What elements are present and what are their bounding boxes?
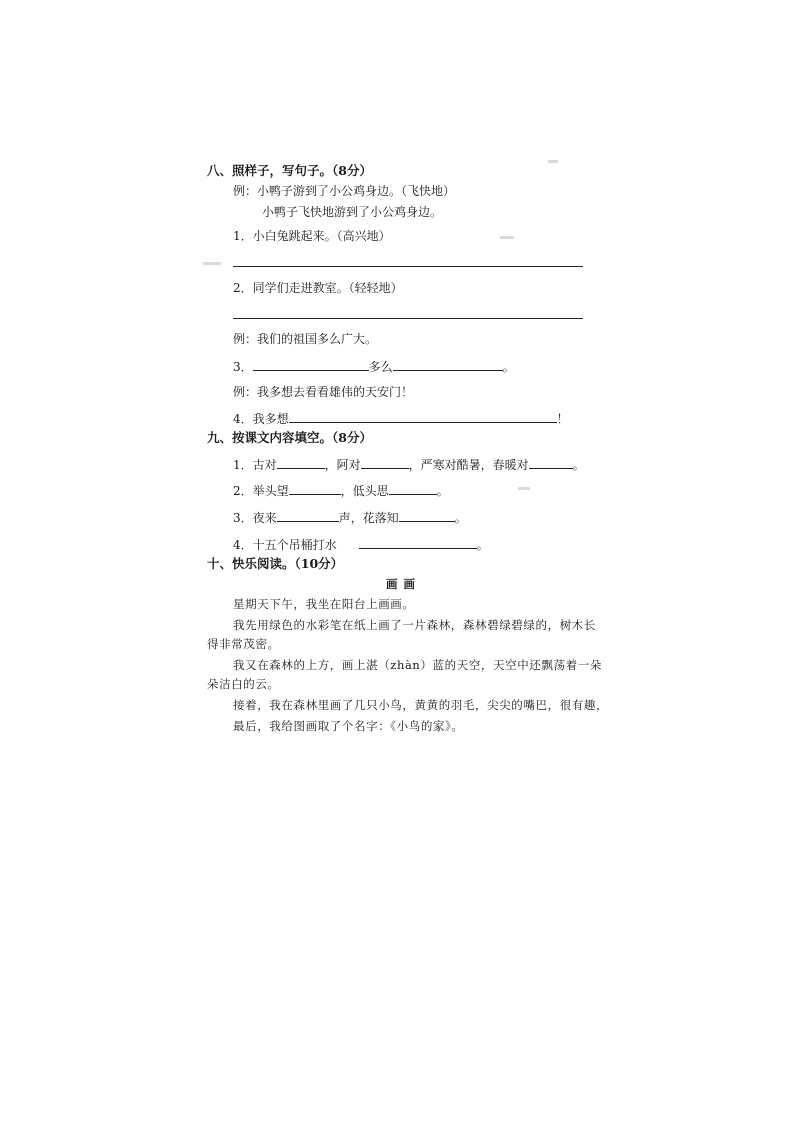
question-8-3: [233, 358, 515, 375]
answer-blank-9-2b[interactable]: [389, 482, 437, 495]
answer-blank-9-3a[interactable]: [277, 509, 339, 522]
example-3: 例：我多想去看看雄伟的天安门！: [233, 385, 414, 399]
section-8-heading: 八、照样子，写句子。（8分）: [207, 163, 372, 178]
answer-line-8-2[interactable]: [233, 318, 583, 319]
question-number: 3．: [233, 360, 253, 374]
question-text: ，阿对: [324, 458, 361, 472]
question-text: 声，花落知: [338, 511, 399, 525]
question-end: 。: [454, 511, 467, 525]
reading-title: 画画: [386, 577, 421, 591]
answer-blank-9-4[interactable]: [359, 536, 477, 549]
reading-paragraph-2-line-1: 我先用绿色的水彩笔在纸上画了一片森林，森林碧绿碧绿的，树木长: [233, 618, 596, 632]
answer-line-8-1[interactable]: [233, 266, 583, 267]
answer-blank-8-3a[interactable]: [253, 358, 369, 371]
answer-blank-9-1c[interactable]: [529, 456, 573, 469]
question-text: 4．十五个吊桶打水: [233, 538, 337, 552]
question-9-3: [233, 509, 467, 526]
section-9-heading: 九、按课文内容填空。（8分）: [207, 430, 372, 445]
answer-blank-9-3b[interactable]: [399, 509, 455, 522]
question-end: 。: [572, 458, 585, 472]
scan-speck: [203, 262, 221, 265]
scan-speck: [518, 487, 530, 490]
example-1-line-1: 小鸭子游到了小公鸡身边。（飞快地）: [257, 184, 456, 198]
scan-speck: [500, 236, 514, 239]
scan-speck: [548, 160, 558, 163]
question-text: ，低头思: [340, 484, 389, 498]
question-9-1: [233, 456, 585, 473]
answer-blank-9-1b[interactable]: [361, 456, 409, 469]
question-text: ，严寒对酷暑，春暖对: [408, 458, 529, 472]
question-end: 。: [436, 484, 449, 498]
question-8-4: [233, 410, 569, 427]
question-end: 。: [502, 360, 515, 374]
reading-paragraph-5: 最后，我给图画取了个名字：《小鸟的家》。: [233, 719, 464, 733]
example-label: 例：: [233, 184, 258, 198]
question-text: 3．夜来: [233, 511, 277, 525]
example-1-line-2: 小鸭子飞快地游到了小公鸡身边。: [262, 205, 443, 219]
reading-paragraph-3-line-2: 朵洁白的云。: [207, 677, 280, 691]
reading-paragraph-4: 接着，我在森林里画了几只小鸟，黄黄的羽毛，尖尖的嘴巴，很有趣，: [233, 698, 609, 712]
example-1: [233, 183, 455, 199]
question-text: 多么: [368, 360, 393, 374]
answer-blank-9-1a[interactable]: [277, 456, 325, 469]
reading-paragraph-1: 星期天下午，我坐在阳台上画画。: [233, 597, 415, 611]
question-end: 。: [476, 538, 489, 552]
question-8-2: 2．同学们走进教室。（轻轻地）: [233, 281, 403, 295]
answer-blank-8-3b[interactable]: [393, 358, 503, 371]
section-10-heading: 十、快乐阅读。（10分）: [207, 556, 344, 571]
question-8-1: 1．小白兔跳起来。（高兴地）: [233, 229, 391, 243]
question-9-4: [233, 536, 489, 553]
answer-blank-8-4[interactable]: [289, 410, 557, 423]
reading-paragraph-2-line-2: 得非常茂密。: [207, 637, 280, 651]
question-text: 4．我多想: [233, 412, 289, 426]
question-9-2: [233, 482, 449, 499]
question-text: 1．古对: [233, 458, 277, 472]
question-text: 2．举头望: [233, 484, 289, 498]
question-end: ！: [556, 412, 569, 426]
reading-paragraph-3-line-1: 我又在森林的上方，画上湛（zhàn）蓝的天空，天空中还飘荡着一朵: [233, 658, 602, 672]
example-2: 例：我们的祖国多么广大。: [233, 332, 378, 346]
answer-blank-9-2a[interactable]: [289, 482, 341, 495]
